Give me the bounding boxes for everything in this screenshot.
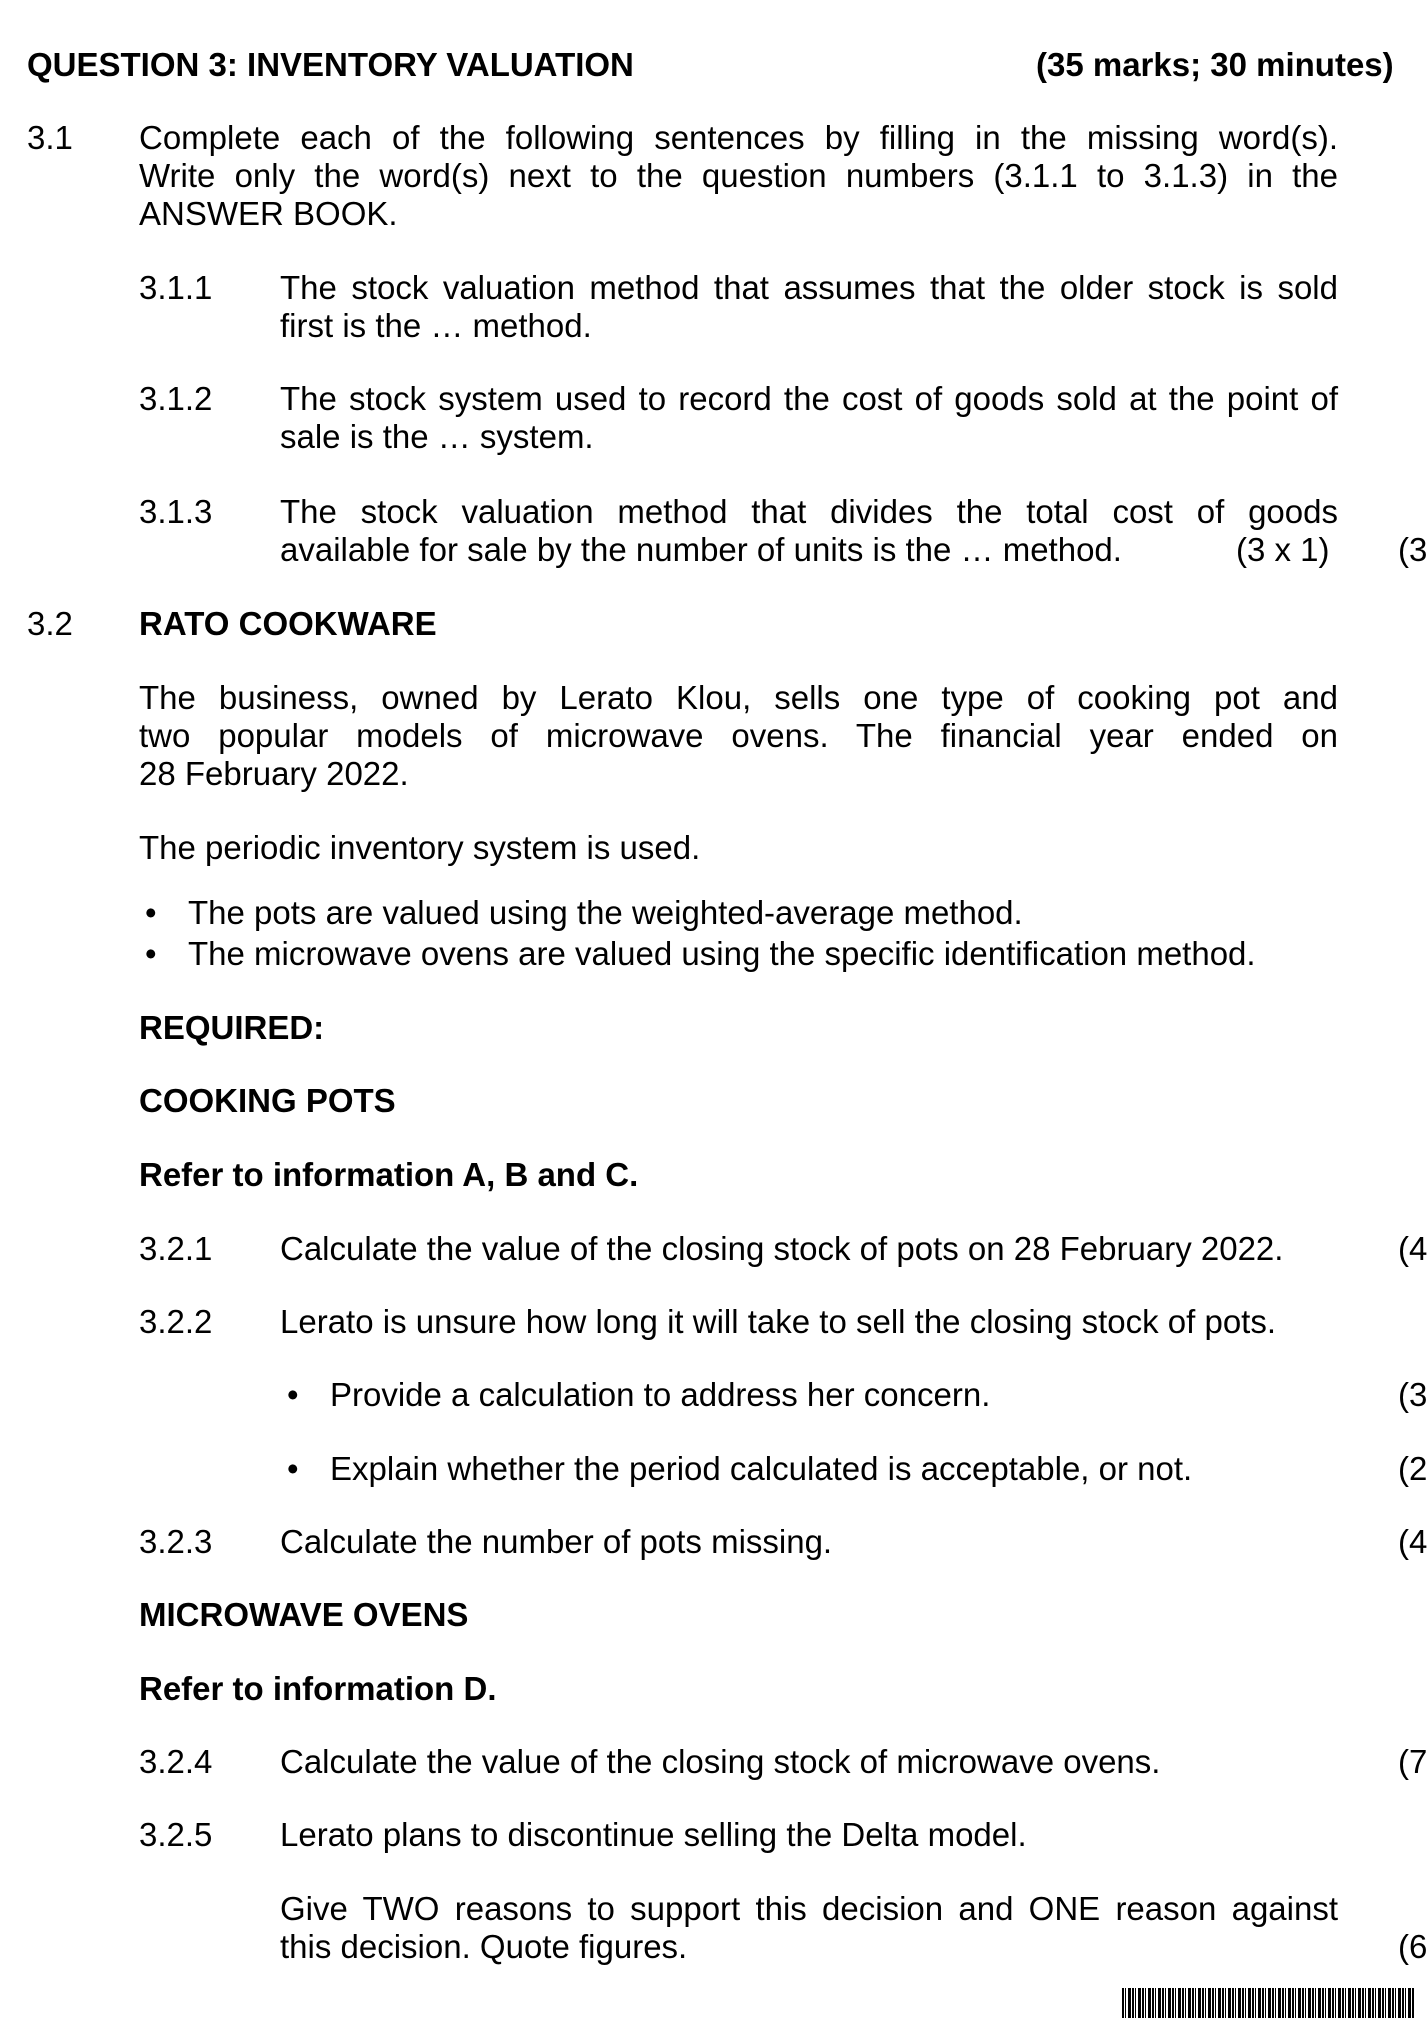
q32-bullet-pots: The pots are valued using the weighted-average method. <box>188 894 1023 931</box>
q322-text: Lerato is unsure how long it will take to sell the closing stock of pots. <box>280 1303 1277 1340</box>
q313-marks: (3 x 1) <box>1236 531 1330 568</box>
q312-number: 3.1.2 <box>139 380 213 417</box>
q32-para1-line3: 28 February 2022. <box>139 755 409 792</box>
q31-number: 3.1 <box>27 119 73 156</box>
q323-number: 3.2.3 <box>139 1523 213 1560</box>
q323-marks: (4 <box>1398 1523 1427 1560</box>
q312-line1: The stock system used to record the cost of goods sold at the point of <box>280 380 1338 417</box>
q32-bullet-ovens: The microwave ovens are valued using the specific identification method. <box>188 935 1256 972</box>
q32-para2: The periodic inventory system is used. <box>139 829 701 866</box>
q313-line1: The stock valuation method that divides the total cost of goods <box>280 493 1338 530</box>
q325-sub-line1: Give TWO reasons to support this decision and ONE reason against <box>280 1890 1338 1927</box>
q325-text: Lerato plans to discontinue selling the Delta model. <box>280 1816 1027 1853</box>
q313-number: 3.1.3 <box>139 493 213 530</box>
bullet-icon: • <box>287 1376 299 1413</box>
q324-text: Calculate the value of the closing stock of microwave ovens. <box>280 1743 1161 1780</box>
q311-line2: first is the … method. <box>280 307 592 344</box>
bullet-icon: • <box>145 894 157 931</box>
q32-para1-line1: The business, owned by Lerato Klou, sells one type of cooking pot and <box>139 679 1338 716</box>
q32-number: 3.2 <box>27 605 73 642</box>
pots-refer: Refer to information A, B and C. <box>139 1156 639 1193</box>
question-title: QUESTION 3: INVENTORY VALUATION <box>27 46 634 83</box>
bullet-icon: • <box>287 1450 299 1487</box>
q31-instruction-line1: Complete each of the following sentences by filling in the missing word(s). <box>139 119 1338 156</box>
q325-sub-line2: this decision. Quote figures. <box>280 1928 688 1965</box>
q322-number: 3.2.2 <box>139 1303 213 1340</box>
q31-instruction-line3: ANSWER BOOK. <box>139 195 398 232</box>
microwave-ovens-heading: MICROWAVE OVENS <box>139 1596 469 1633</box>
q321-marks: (4 <box>1398 1230 1427 1267</box>
q312-line2: sale is the … system. <box>280 418 594 455</box>
ovens-refer: Refer to information D. <box>139 1670 497 1707</box>
q321-text: Calculate the value of the closing stock of pots on 28 February 2022. <box>280 1230 1284 1267</box>
q325-marks: (6 <box>1398 1928 1427 1965</box>
barcode <box>1122 1988 1415 2018</box>
q324-marks: (7 <box>1398 1743 1427 1780</box>
q311-number: 3.1.1 <box>139 269 213 306</box>
q323-text: Calculate the number of pots missing. <box>280 1523 833 1560</box>
cooking-pots-heading: COOKING POTS <box>139 1082 396 1119</box>
q325-number: 3.2.5 <box>139 1816 213 1853</box>
q324-number: 3.2.4 <box>139 1743 213 1780</box>
q31-total-marks: (3 <box>1398 531 1427 568</box>
q322-bullet1-marks: (3 <box>1398 1376 1427 1413</box>
question-marks: (35 marks; 30 minutes) <box>1036 46 1394 83</box>
q322-bullet-calculation: Provide a calculation to address her concern. <box>330 1376 991 1413</box>
q313-line2: available for sale by the number of units is the … method. <box>280 531 1122 568</box>
required-heading: REQUIRED: <box>139 1009 325 1046</box>
q32-title: RATO COOKWARE <box>139 605 437 642</box>
q322-bullet-explain: Explain whether the period calculated is acceptable, or not. <box>330 1450 1193 1487</box>
q321-number: 3.2.1 <box>139 1230 213 1267</box>
q322-bullet2-marks: (2 <box>1398 1450 1427 1487</box>
q31-instruction-line2: Write only the word(s) next to the question numbers (3.1.1 to 3.1.3) in the <box>139 157 1338 194</box>
q32-para1-line2: two popular models of microwave ovens. The financial year ended on <box>139 717 1338 754</box>
q311-line1: The stock valuation method that assumes that the older stock is sold <box>280 269 1338 306</box>
bullet-icon: • <box>145 935 157 972</box>
